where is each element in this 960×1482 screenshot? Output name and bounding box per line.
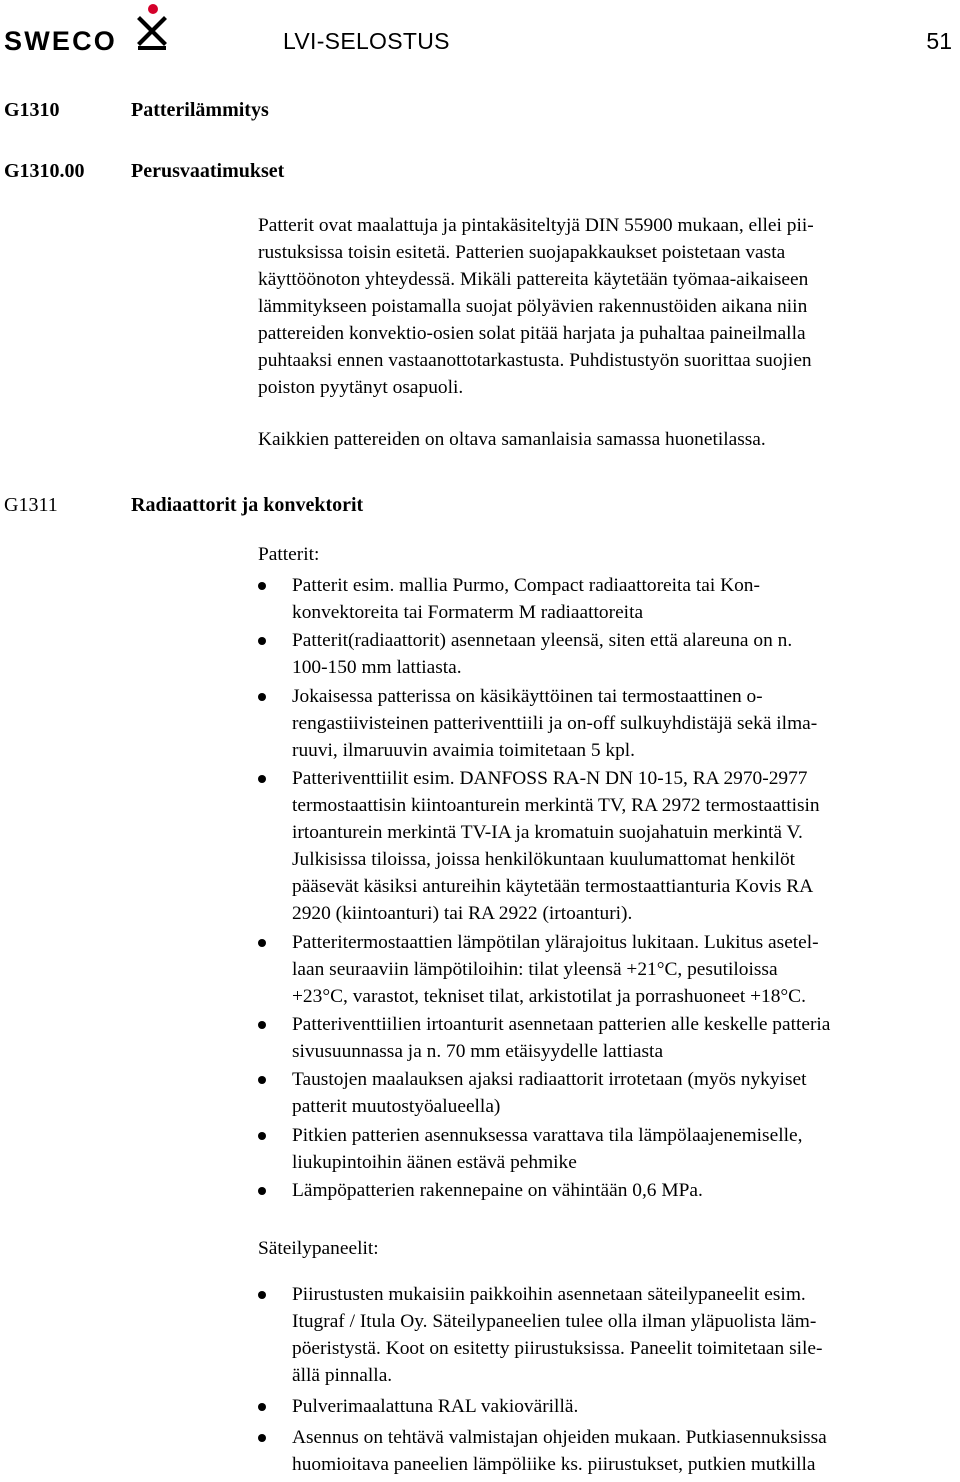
bullet-icon xyxy=(258,582,266,590)
text-line: termostaattisin kiintoanturein merkintä TV, RA 2972 termostaattisin xyxy=(292,795,820,817)
list-item xyxy=(258,1066,948,1120)
section-title: Patterilämmitys xyxy=(131,99,269,121)
text-line: Patterit ovat maalattuja ja pintakäsiteltyjä DIN 55900 mukaan, ellei pii- xyxy=(258,215,814,236)
sweco-logo xyxy=(4,2,179,58)
list-item xyxy=(258,1011,948,1065)
bullet-icon xyxy=(258,1434,266,1442)
bullet-icon xyxy=(258,1403,266,1411)
text-line: ruuvi, ilmaruuvin avaimia toimitetaan 5 kpl. xyxy=(292,739,636,761)
subsection-label-sateilypaneelit: Säteilypaneelit: xyxy=(258,1238,379,1259)
section-code: G1310 xyxy=(4,99,60,121)
text-line: Pitkien patterien asennuksessa varattava tila lämpölaajenemiselle, xyxy=(292,1124,803,1146)
bullet-icon xyxy=(258,1187,266,1195)
list-item xyxy=(258,1393,948,1420)
text-line: Patteriventtiilit esim. DANFOSS RA-N DN 10-15, RA 2970-2977 xyxy=(292,768,808,790)
document-title: LVI-SELOSTUS xyxy=(283,28,450,54)
text-line: Itugraf / Itula Oy. Säteilypaneelien tulee olla ilman yläpuolista läm- xyxy=(292,1311,817,1332)
text-line: liukupintoihin äänen estävä pehmike xyxy=(292,1151,577,1173)
text-line: puhtaaksi ennen vastaanottotarkastusta. Puhdistustyön suorittaa suojien xyxy=(258,350,812,371)
text-line: käyttöönoton yhteydessä. Mikäli pattereita käytetään työmaa-aikaiseen xyxy=(258,269,809,290)
text-line: rustuksissa toisin esitetä. Patterien suojapakkaukset poistetaan vasta xyxy=(258,242,786,263)
list-item xyxy=(258,1281,948,1389)
subsection-label-patterit: Patterit: xyxy=(258,544,320,565)
text-line: Piirustusten mukaisiin paikkoihin asennetaan säteilypaneelit esim. xyxy=(292,1284,806,1305)
list-item xyxy=(258,572,948,626)
list-item xyxy=(258,1122,948,1176)
sweco-logo-text: SWECO xyxy=(4,26,118,56)
bullet-icon xyxy=(258,1132,266,1140)
text-line: irtoanturein merkintä TV-IA ja kromatuin suojahatuin merkintä V. xyxy=(292,822,803,844)
text-line: 100-150 mm lattiasta. xyxy=(292,657,462,679)
sateilypaneelit-list xyxy=(258,1281,948,1482)
list-item xyxy=(258,1424,948,1478)
section-code: G1311 xyxy=(4,494,58,516)
text-line: laan seuraaviin lämpötiloihin: tilat yleensä +21°C, pesutiloissa xyxy=(292,958,778,980)
patterit-list xyxy=(258,572,948,1206)
text-line: konvektoreita tai Formaterm M radiaattoreita xyxy=(292,602,644,623)
text-line: ällä pinnalla. xyxy=(292,1365,393,1386)
text-line: pääsevät käsiksi antureihin käytetään termostaattianturia Kovis RA xyxy=(292,876,814,898)
text-line: Patteritermostaattien lämpötilan ylärajoitus lukitaan. Lukitus asetel- xyxy=(292,931,819,953)
text-line: huomioitava paneelien lämpöliike ks. piirustukset, putkien mutkilla xyxy=(292,1454,816,1475)
section-title: Perusvaatimukset xyxy=(131,160,285,182)
section-title: Radiaattorit ja konvektorit xyxy=(131,494,364,516)
text-line: pöeristystä. Koot on esitetty piirustuksissa. Paneelit toimitetaan sile- xyxy=(292,1338,823,1359)
text-line: rengastiivisteinen patteriventtiili ja on-off sulkuyhdistäjä sekä ilma- xyxy=(292,712,818,734)
bullet-icon xyxy=(258,939,266,947)
bullet-icon xyxy=(258,693,266,701)
text-line: pattereiden konvektio-osien solat pitää harjata ja puhaltaa paineilmalla xyxy=(258,323,806,344)
text-line: Taustojen maalauksen ajaksi radiaattorit irrotetaan (myös nykyiset xyxy=(292,1069,807,1091)
text-line: Patteriventtiilien irtoanturit asennetaan patterien alle keskelle patteria xyxy=(292,1013,831,1035)
text-line: patterit muutostyöalueella) xyxy=(292,1096,501,1118)
page-header xyxy=(0,0,960,66)
text-line: Kaikkien pattereiden on oltava samanlaisia samassa huonetilassa. xyxy=(258,429,766,450)
list-item xyxy=(258,683,948,764)
uniformity-paragraph xyxy=(258,426,948,453)
text-line: 2920 (kiintoanturi) tai RA 2922 (irtoanturi). xyxy=(292,903,633,925)
bullet-icon xyxy=(258,1021,266,1029)
text-line: poiston pyytänyt osapuoli. xyxy=(258,377,464,398)
text-line: Jokaisessa patterissa on käsikäyttöinen tai termostaattinen o- xyxy=(292,685,763,707)
bullet-icon xyxy=(258,1291,266,1299)
text-line: Pulverimaalattuna RAL vakiovärillä. xyxy=(292,1396,579,1417)
list-item xyxy=(258,929,948,1010)
bullet-icon xyxy=(258,637,266,645)
text-line: Patterit(radiaattorit) asennetaan yleensä, siten että alareuna on n. xyxy=(292,630,793,652)
text-line: Lämpöpatterien rakennepaine on vähintään 0,6 MPa. xyxy=(292,1180,703,1202)
bullet-icon xyxy=(258,1076,266,1084)
list-item xyxy=(258,1177,948,1204)
requirements-paragraph xyxy=(258,212,948,401)
list-item xyxy=(258,765,948,927)
text-line: Patterit esim. mallia Purmo, Compact radiaattoreita tai Kon- xyxy=(292,575,760,596)
text-line: +23°C, varastot, tekniset tilat, arkistotilat ja porrashuoneet +18°C. xyxy=(292,985,806,1007)
text-line: Asennus on tehtävä valmistajan ohjeiden mukaan. Putkiasennuksissa xyxy=(292,1427,827,1448)
text-line: lämmitykseen poistamalla suojat pölyävien rakennustöiden aikana niin xyxy=(258,296,808,317)
bullet-icon xyxy=(258,775,266,783)
page-number: 51 xyxy=(926,28,952,54)
text-line: Julkisissa tiloissa, joissa henkilökuntaan kuulumattomat henkilöt xyxy=(292,849,796,871)
section-code: G1310.00 xyxy=(4,160,85,182)
list-item xyxy=(258,627,948,681)
text-line: sivusuunnassa ja n. 70 mm etäisyydelle lattiasta xyxy=(292,1040,664,1062)
